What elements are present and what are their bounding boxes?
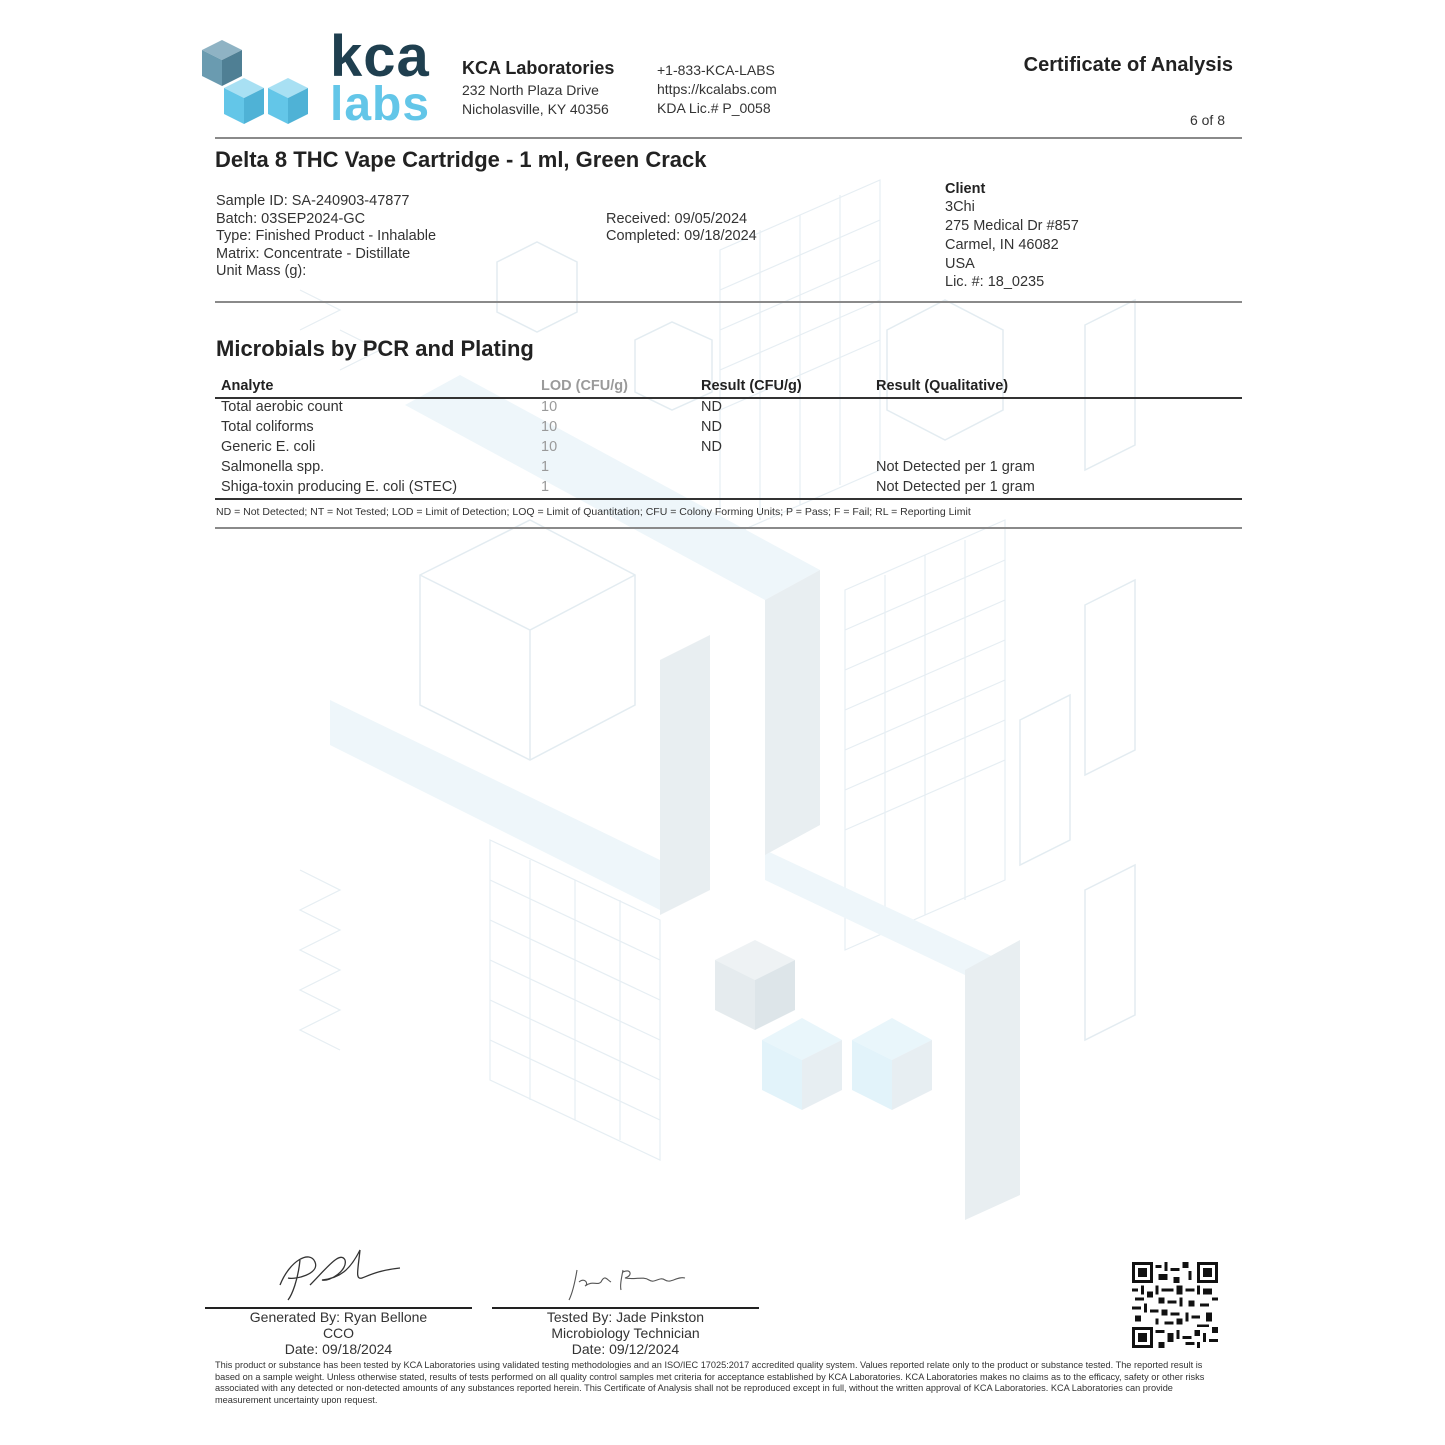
table-cell-lod: 1 <box>541 479 550 495</box>
lab-phone: +1-833-KCA-LABS <box>657 62 775 78</box>
table-cell-lod: 10 <box>541 439 558 455</box>
table-header-divider <box>215 397 1242 399</box>
lab-name: KCA Laboratories <box>462 58 615 78</box>
tested-by-date: Date: 09/12/2024 <box>571 1341 680 1357</box>
batch: Batch: 03SEP2024-GC <box>216 211 366 227</box>
tested-by: Tested By: Jade Pinkston <box>546 1309 705 1325</box>
legal-disclaimer: This product or substance has been tested by KCA Laboratories using validated testing methodologies and an ISO/IEC 17025:2017 accredited quality system. Values reported relate only to the product or substance tested. The reported result is based on a sample weight. Unless otherwise stated, results of tests performed on all quality control samples met criteria for acceptance established by KCA Laboratories. KCA Laboratories makes no claims as to the efficacy, safety or other risks associated with any detected or non-detected amounts of any substances reported herein. This Certificate of Analysis shall not be reproduced except in full, without the written approval of KCA Laboratories. KCA Laboratories can provide measurement uncertainty upon request. <box>215 1360 1205 1405</box>
logo-word-kca: kca <box>330 24 430 89</box>
table-cell-analyte: Salmonella spp. <box>221 459 325 475</box>
logo-word-labs: labs <box>330 78 431 131</box>
matrix: Matrix: Concentrate - Distillate <box>216 246 411 262</box>
generated-by-date: Date: 09/18/2024 <box>284 1341 393 1357</box>
product-divider <box>215 301 1242 303</box>
generated-by: Generated By: Ryan Bellone <box>249 1309 428 1325</box>
table-cell-qualitative: Not Detected per 1 gram <box>876 479 1035 495</box>
table-cell-analyte: Generic E. coli <box>221 439 316 455</box>
sample-type: Type: Finished Product - Inhalable <box>216 228 437 244</box>
document-title: Certificate of Analysis <box>1023 54 1233 76</box>
client-country: USA <box>945 256 975 272</box>
table-cell-result: ND <box>701 399 722 415</box>
page-number: 6 of 8 <box>1189 112 1225 128</box>
column-header-analyte: Analyte <box>221 378 274 394</box>
unit-mass: Unit Mass (g): <box>216 263 307 279</box>
completed-date: Completed: 09/18/2024 <box>606 228 757 244</box>
table-cell-analyte: Shiga-toxin producing E. coli (STEC) <box>221 479 458 495</box>
lab-license: KDA Lic.# P_0058 <box>657 100 771 116</box>
table-cell-result: ND <box>701 439 722 455</box>
header-divider <box>215 137 1242 139</box>
abbreviations-footnote: ND = Not Detected; NT = Not Tested; LOD = Limit of Detection; LOQ = Limit of Quantitation; CFU = Colony Forming Units; P = Pass; F = Fail; RL = Reporting Limit <box>216 506 971 518</box>
table-cell-analyte: Total coliforms <box>221 419 314 435</box>
signature-jade-pinkston <box>565 1262 695 1306</box>
received-date: Received: 09/05/2024 <box>606 211 748 227</box>
footnote-divider <box>215 527 1242 529</box>
table-cell-lod: 1 <box>541 459 550 475</box>
lab-address-line1: 232 North Plaza Drive <box>462 82 599 98</box>
kca-logo-cubes-icon <box>200 38 315 130</box>
client-heading: Client <box>945 181 986 197</box>
lab-address-line2: Nicholasville, KY 40356 <box>462 101 609 117</box>
section-title-microbials: Microbials by PCR and Plating <box>216 336 534 361</box>
generated-by-role: CCO <box>322 1325 355 1341</box>
client-name: 3Chi <box>945 199 975 215</box>
table-cell-result: ND <box>701 419 722 435</box>
signature-ryan-bellone <box>270 1240 410 1306</box>
qr-code-icon[interactable] <box>1132 1262 1218 1348</box>
client-license: Lic. #: 18_0235 <box>945 274 1045 290</box>
lab-website: https://kcalabs.com <box>657 81 777 97</box>
client-street: 275 Medical Dr #857 <box>945 218 1079 234</box>
tested-by-role: Microbiology Technician <box>551 1325 700 1341</box>
table-cell-lod: 10 <box>541 399 558 415</box>
table-cell-lod: 10 <box>541 419 558 435</box>
column-header-result: Result (CFU/g) <box>701 378 802 394</box>
product-title: Delta 8 THC Vape Cartridge - 1 ml, Green Crack <box>215 147 707 172</box>
table-cell-qualitative: Not Detected per 1 gram <box>876 459 1035 475</box>
sample-id: Sample ID: SA-240903-47877 <box>216 193 410 209</box>
table-cell-analyte: Total aerobic count <box>221 399 343 415</box>
client-city: Carmel, IN 46082 <box>945 237 1059 253</box>
column-header-lod: LOD (CFU/g) <box>541 378 628 394</box>
table-bottom-divider <box>215 498 1242 500</box>
column-header-qualitative: Result (Qualitative) <box>876 378 1009 394</box>
